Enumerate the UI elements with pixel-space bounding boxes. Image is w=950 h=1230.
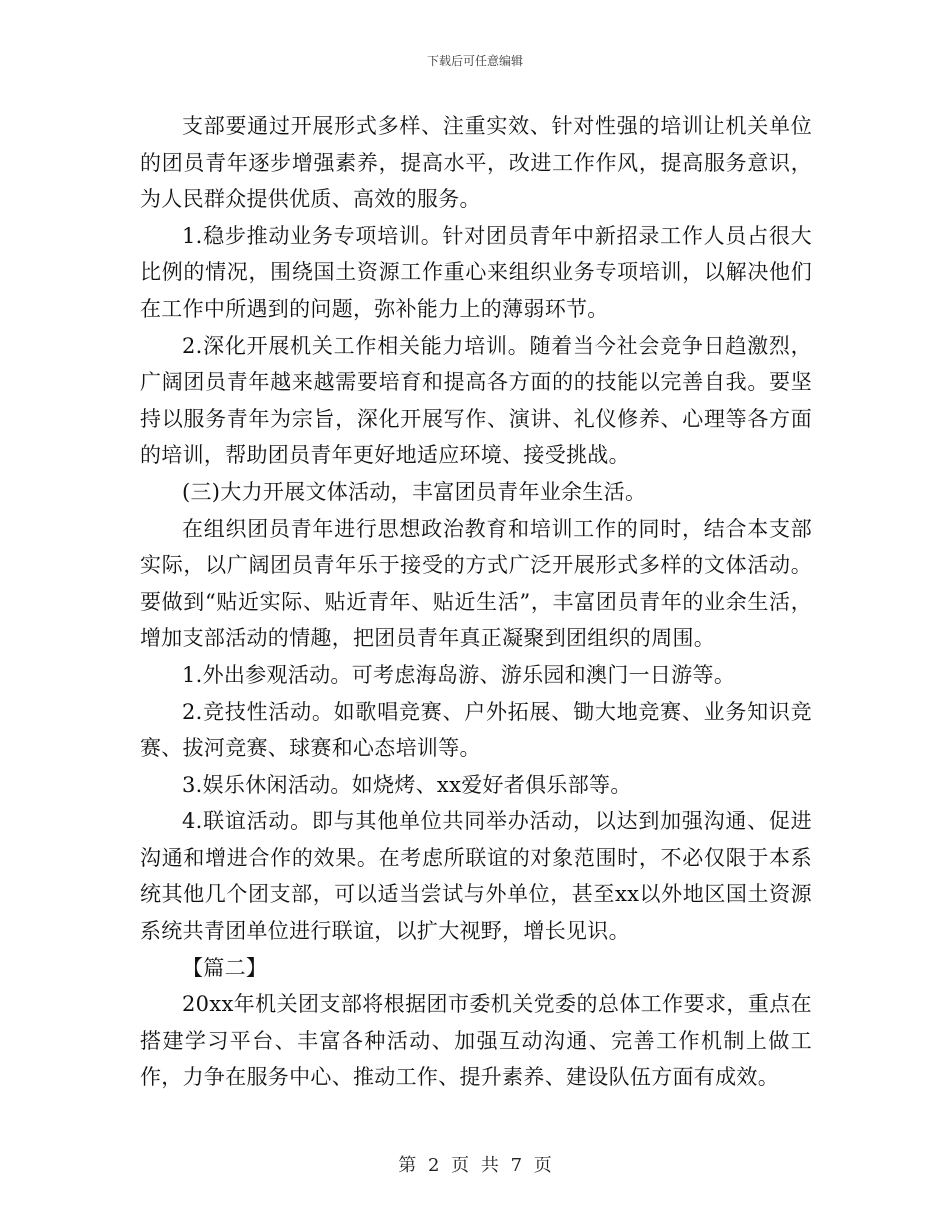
paragraph: 支部要通过开展形式多样、注重实效、针对性强的培训让机关单位的团员青年逐步增强素养，提高水平，改进工作作风，提高服务意识，为人民群众提供优质、高效的服务。 — [140, 114, 812, 212]
section-heading: 【篇二】 — [182, 955, 268, 980]
page-number: 第 2 页 共 7 页 — [398, 1155, 552, 1176]
section-heading: (三)大力开展文体活动，丰富团员青年业余生活。 — [182, 479, 647, 504]
paragraph: 3.娱乐休闲活动。如烧烤、xx爱好者俱乐部等。 — [182, 772, 632, 797]
paragraph: 在组织团员青年进行思想政治教育和培训工作的同时，结合本支部实际，以广阔团员青年乐于接受的方式广泛开展形式多样的文体活动。要做到“贴近实际、贴近青年、贴近生活”，丰富团员青年的业余生活，增加支部活动的情趣，把团员青年真正凝聚到团组织的周围。 — [140, 516, 812, 651]
paragraph: 20xx年机关团支部将根据团市委机关党委的总体工作要求，重点在搭建学习平台、丰富各种活动、加强互动沟通、完善工作机制上做工作，力争在服务中心、推动工作、提升素养、建设队伍方面有成效。 — [140, 992, 812, 1090]
document-body — [140, 108, 812, 1096]
paragraph: 2.竞技性活动。如歌唱竞赛、户外拓展、锄大地竞赛、业务知识竞赛、拔河竞赛、球赛和心态培训等。 — [140, 699, 812, 761]
page-header-note: 下载后可任意编辑 — [426, 54, 523, 68]
paragraph: 1.稳步推动业务专项培训。针对团员青年中新招录工作人员占很大比例的情况，围绕国土资源工作重心来组织业务专项培训，以解决他们在工作中所遇到的问题，弥补能力上的薄弱环节。 — [140, 223, 812, 321]
paragraph: 2.深化开展机关工作相关能力培训。随着当今社会竞争日趋激烈，广阔团员青年越来越需要培育和提高各方面的的技能以完善自我。要坚持以服务青年为宗旨，深化开展写作、演讲、礼仪修养、心理等各方面的培训，帮助团员青年更好地适应环境、接受挑战。 — [140, 333, 812, 468]
paragraph: 1.外出参观活动。可考虑海岛游、游乐园和澳门一日游等。 — [182, 662, 736, 687]
paragraph: 4.联谊活动。即与其他单位共同举办活动，以达到加强沟通、促进沟通和增进合作的效果。在考虑所联谊的对象范围时，不必仅限于本系统其他几个团支部，可以适当尝试与外单位，甚至xx以外地区国土资源系统共青团单位进行联谊，以扩大视野，增长见识。 — [140, 809, 812, 944]
